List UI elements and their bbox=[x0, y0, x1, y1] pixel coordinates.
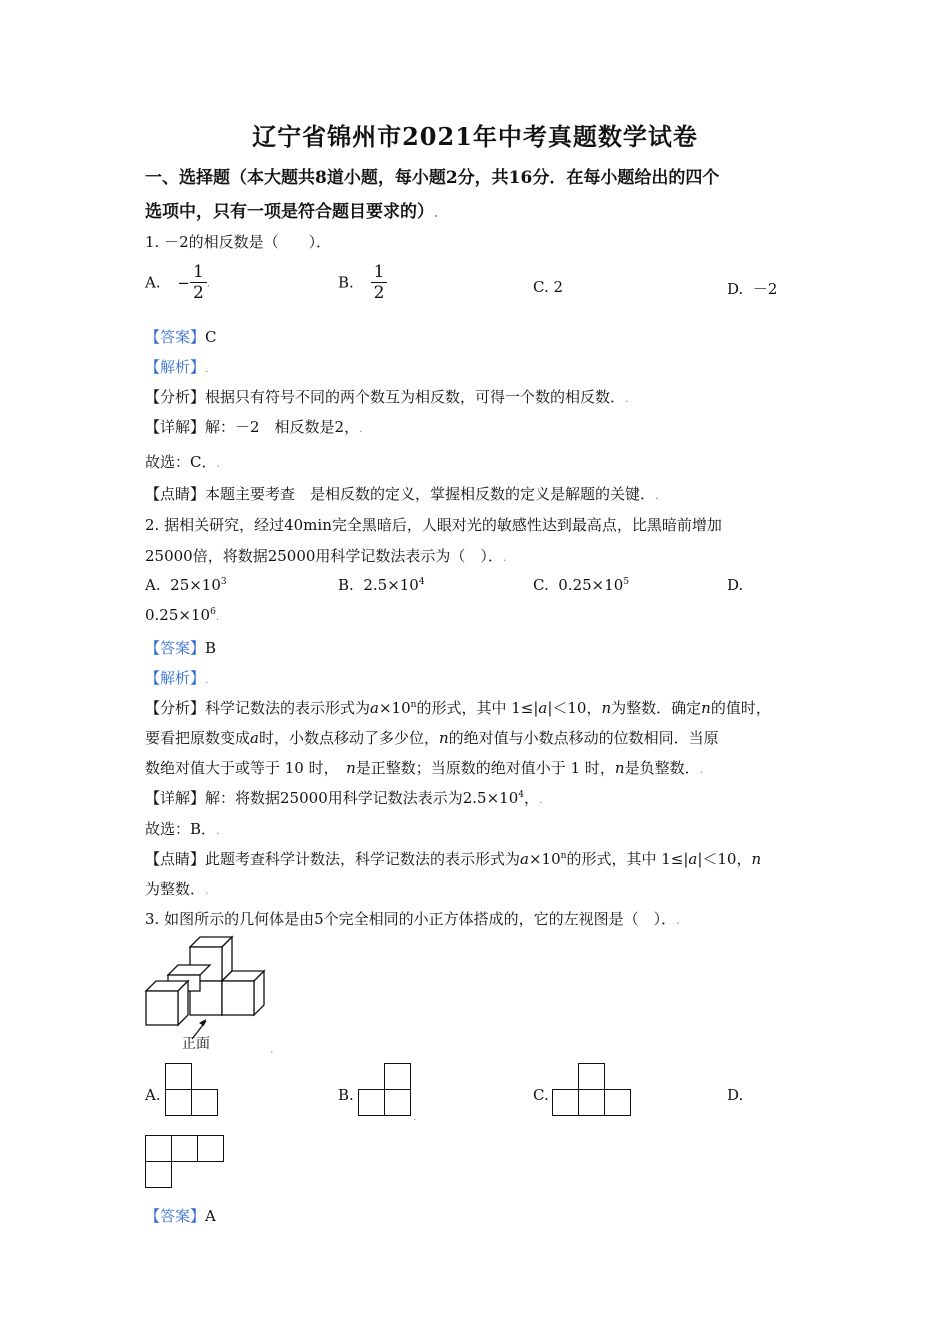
q3-option-d-label: D. bbox=[727, 1086, 744, 1104]
q2-dianjing-line1: 【点睛】此题考查科学计数法，科学记数法的表示形式为$a\times 10^n$的形式，其中 1≤|a|＜10，n bbox=[145, 850, 762, 868]
q2-option-a: A. $25\times 10^3$ bbox=[145, 576, 227, 594]
q2-option-c: C. $0.25\times 10^5$ bbox=[533, 576, 630, 594]
q1-guxuan: 故选：C．. bbox=[145, 453, 220, 471]
q3-answer: 【答案】A bbox=[145, 1207, 216, 1225]
q1-analysis: 【解析】. bbox=[145, 358, 209, 376]
q1-dianjing: 【点睛】本题主要考查 是相反数的定义，掌握相反数的定义是解题的关键．. bbox=[145, 485, 659, 503]
q1-option-c: C. 2 bbox=[533, 278, 564, 296]
q2-dianjing-line2: 为整数．. bbox=[145, 880, 209, 898]
q1-option-a: A. − $\frac{1}{2}$ . bbox=[145, 262, 211, 303]
q1-stem: 1. －2的相反数是（ ）． bbox=[145, 233, 332, 251]
q2-fenxi-line2: 要看把原数变成a时，小数点移动了多少位，n的绝对值与小数点移动的位数相同．当原 bbox=[145, 729, 719, 747]
page-title: 辽宁省锦州市2021年中考真题数学试卷 bbox=[252, 122, 698, 151]
q2-stem-line2: 25000倍，将数据25000用科学记数法表示为（ ）．. bbox=[145, 547, 507, 565]
q1-option-d: D. －2 bbox=[727, 280, 778, 298]
q2-option-b: B. $2.5\times 10^4$ bbox=[338, 576, 425, 594]
q3-option-a-label: A. bbox=[145, 1086, 161, 1104]
q2-guxuan: 故选：B．. bbox=[145, 820, 220, 838]
q3-option-b-label: B. bbox=[338, 1086, 354, 1104]
front-label: 正面 bbox=[182, 1036, 210, 1052]
q2-answer: 【答案】B bbox=[145, 639, 217, 657]
q3-stem: 3. 如图所示的几何体是由5个完全相同的小正方体搭成的，它的左视图是（ ）．. bbox=[145, 910, 680, 928]
section-heading-line2: 选项中，只有一项是符合题目要求的）. bbox=[145, 202, 438, 222]
q1-xiangjie: 【详解】解：－2 相反数是2，. bbox=[145, 418, 363, 436]
q3-option-c-label: C. bbox=[533, 1086, 549, 1104]
q2-analysis: 【解析】. bbox=[145, 669, 209, 687]
q1-option-b: B. $\frac{1}{2}$ bbox=[338, 262, 387, 303]
q2-xiangjie: 【详解】解：将数据25000用科学记数法表示为$2.5\times 10^4$，. bbox=[145, 789, 543, 807]
q3-cube-figure bbox=[140, 935, 290, 1060]
section-heading-line1: 一、选择题（本大题共8道小题，每小题2分，共16分．在每小题给出的四个 bbox=[145, 168, 720, 188]
q2-option-d-value: $0.25\times 10^6$. bbox=[145, 606, 220, 624]
q1-fenxi: 【分析】根据只有符号不同的两个数互为相反数，可得一个数的相反数．. bbox=[145, 388, 629, 406]
q2-fenxi-line3: 数绝对值大于或等于 10 时， n是正整数；当原数的绝对值小于 1 时，n是负整数．. bbox=[145, 759, 704, 777]
q2-option-d-label: D. bbox=[727, 576, 744, 594]
q2-stem-line1: 2. 据相关研究，经过40min完全黑暗后，人眼对光的敏感性达到最高点，比黑暗前增加 bbox=[145, 516, 722, 534]
q2-fenxi-line1: 【分析】科学记数法的表示形式为$a\times 10^n$的形式，其中 1≤|a|＜10，n为整数．确定n的值时， bbox=[145, 699, 771, 717]
q1-answer: 【答案】C bbox=[145, 328, 217, 346]
